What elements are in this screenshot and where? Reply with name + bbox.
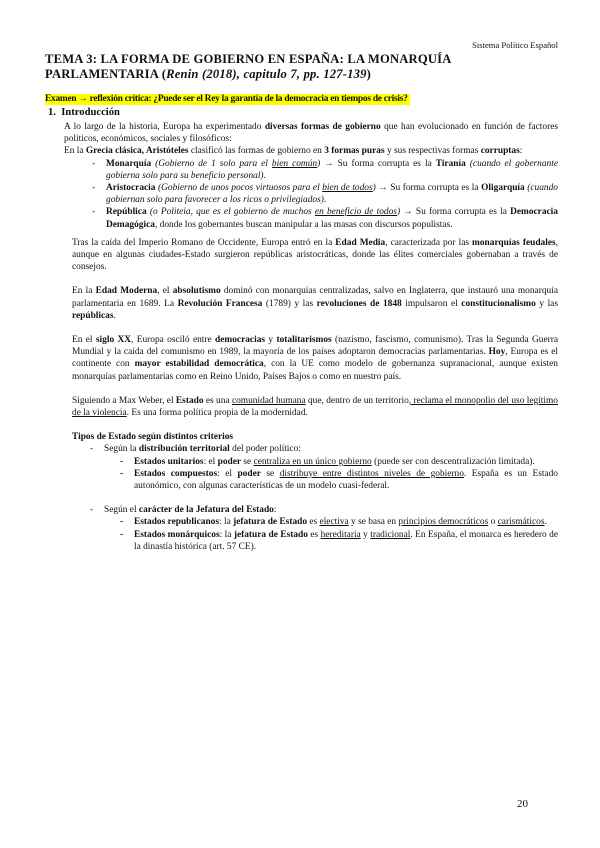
list-item-estados-compuestos: - Estados compuestos: el poder se distribuye entre distintos niveles de gobierno. España es un Estado autonómico, con algunas características de un modelo cuasi-federal. <box>120 468 558 492</box>
title-reference: Renin (2018), capitulo 7, pp. 127-139 <box>166 66 367 81</box>
list-item-estados-monarquicos: - Estados monárquicos: la jefatura de Estado es hereditaria y tradicional. En España, el monarca es heredero de la dinastía histórica (art. 57 CE). <box>120 529 558 553</box>
types-criteria-list-2 <box>64 504 558 553</box>
intro-paragraph-1: A lo largo de la historia, Europa ha experimentado diversas formas de gobierno que han evolucionado en función de factores políticos, económicos, sociales y filosóficos: <box>64 122 558 145</box>
list-item-estados-unitarios: - Estados unitarios: el poder se centraliza en un único gobierno (puede ser con descentralización limitada). <box>120 456 558 468</box>
modern-paragraph: En la Edad Moderna, el absolutismo dominó con monarquías centralizadas, salvo en Inglaterra, que instauró una monarquía parlamentaria en 1689. La Revolución Francesa (1789) y las revoluciones de 1848 impulsaron el constitucionalismo y las repúblicas. <box>72 286 558 321</box>
list-item-republica: - República (o Politeia, que es el gobierno de muchos en beneficio de todos) → Su forma corrupta es la Democracia Demagógica, donde los gobernantes buscan manipular a las masas con discursos populistas. <box>92 206 558 230</box>
list-item-aristocracia: - Aristocracia (Gobierno de unos pocos virtuosos para el bien de todos) → Su forma corrupta es la Oligarquía (cuando gobiernan solo para favorecer a los ricos o privilegiados). <box>92 182 558 206</box>
section-number: 1. <box>48 107 56 118</box>
section-heading <box>48 107 120 118</box>
criterion-jefatura: - Según el carácter de la Jefatura del Estado: <box>90 504 558 516</box>
weber-paragraph: Siguiendo a Max Weber, el Estado es una comunidad humana que, dentro de un territorio, reclama el monopolio del uso legítimo de la violencia. Es una forma política propia de la modernidad. <box>72 395 558 419</box>
exam-highlight-note: Examen → reflexión crítica: ¿Puede ser el Rey la garantía de la democracia en tiempos de crisis? <box>45 94 408 104</box>
forms-list <box>64 158 558 231</box>
twentieth-century-paragraph: En el siglo XX, Europa osciló entre democracias y totalitarismos (nazismo, fascismo, comunismo). Tras la Segunda Guerra Mundial y la caída del comunismo en 1989, la mayoría de los países adoptaron democracias parlamentarias. Hoy, Europa es el continente con mayor estabilidad democrática, con la UE como modelo de gobernanza supranacional, aunque existen monarquías parlamentarias como en Reino Unido, Países Bajos o como en nuestro país. <box>72 335 559 382</box>
intro-paragraph-2: En la Grecia clásica, Aristóteles clasificó las formas de gobierno en 3 formas puras y sus respectivas formas corruptas: <box>64 146 523 157</box>
page-number: 20 <box>517 798 528 810</box>
medieval-paragraph: Tras la caída del Imperio Romano de Occidente, Europa entró en la Edad Media, caracterizada por las monarquías feudales, aunque en algunas ciudades-Estado surgieron repúblicas aristocráticas, donde las élites comerciales gobernaban a través de consejos. <box>72 237 558 273</box>
list-item-monarquia: - Monarquía (Gobierno de 1 solo para el bien común) → Su forma corrupta es la Tiranía (cuando el gobernante gobierna solo para su beneficio personal). <box>92 158 558 182</box>
criterion-territorial: - Según la distribución territorial del poder político: <box>90 443 558 455</box>
chapter-title <box>45 52 557 81</box>
list-item-estados-republicanos: - Estados republicanos: la jefatura de Estado es electiva y se basa en principios democráticos o carismáticos. <box>120 516 558 528</box>
title-close: ) <box>366 66 372 81</box>
title-line-2 <box>45 67 557 82</box>
running-header: Sistema Político Español <box>472 40 558 50</box>
title-main: PARLAMENTARIA ( <box>45 66 167 81</box>
title-line-1: TEMA 3: LA FORMA DE GOBIERNO EN ESPAÑA: LA MONARQUÍA <box>45 52 452 66</box>
section-label: Introducción <box>61 107 120 118</box>
types-criteria-list <box>64 443 558 492</box>
types-heading: Tipos de Estado según distintos criterios <box>72 432 234 443</box>
document-body <box>64 121 558 553</box>
